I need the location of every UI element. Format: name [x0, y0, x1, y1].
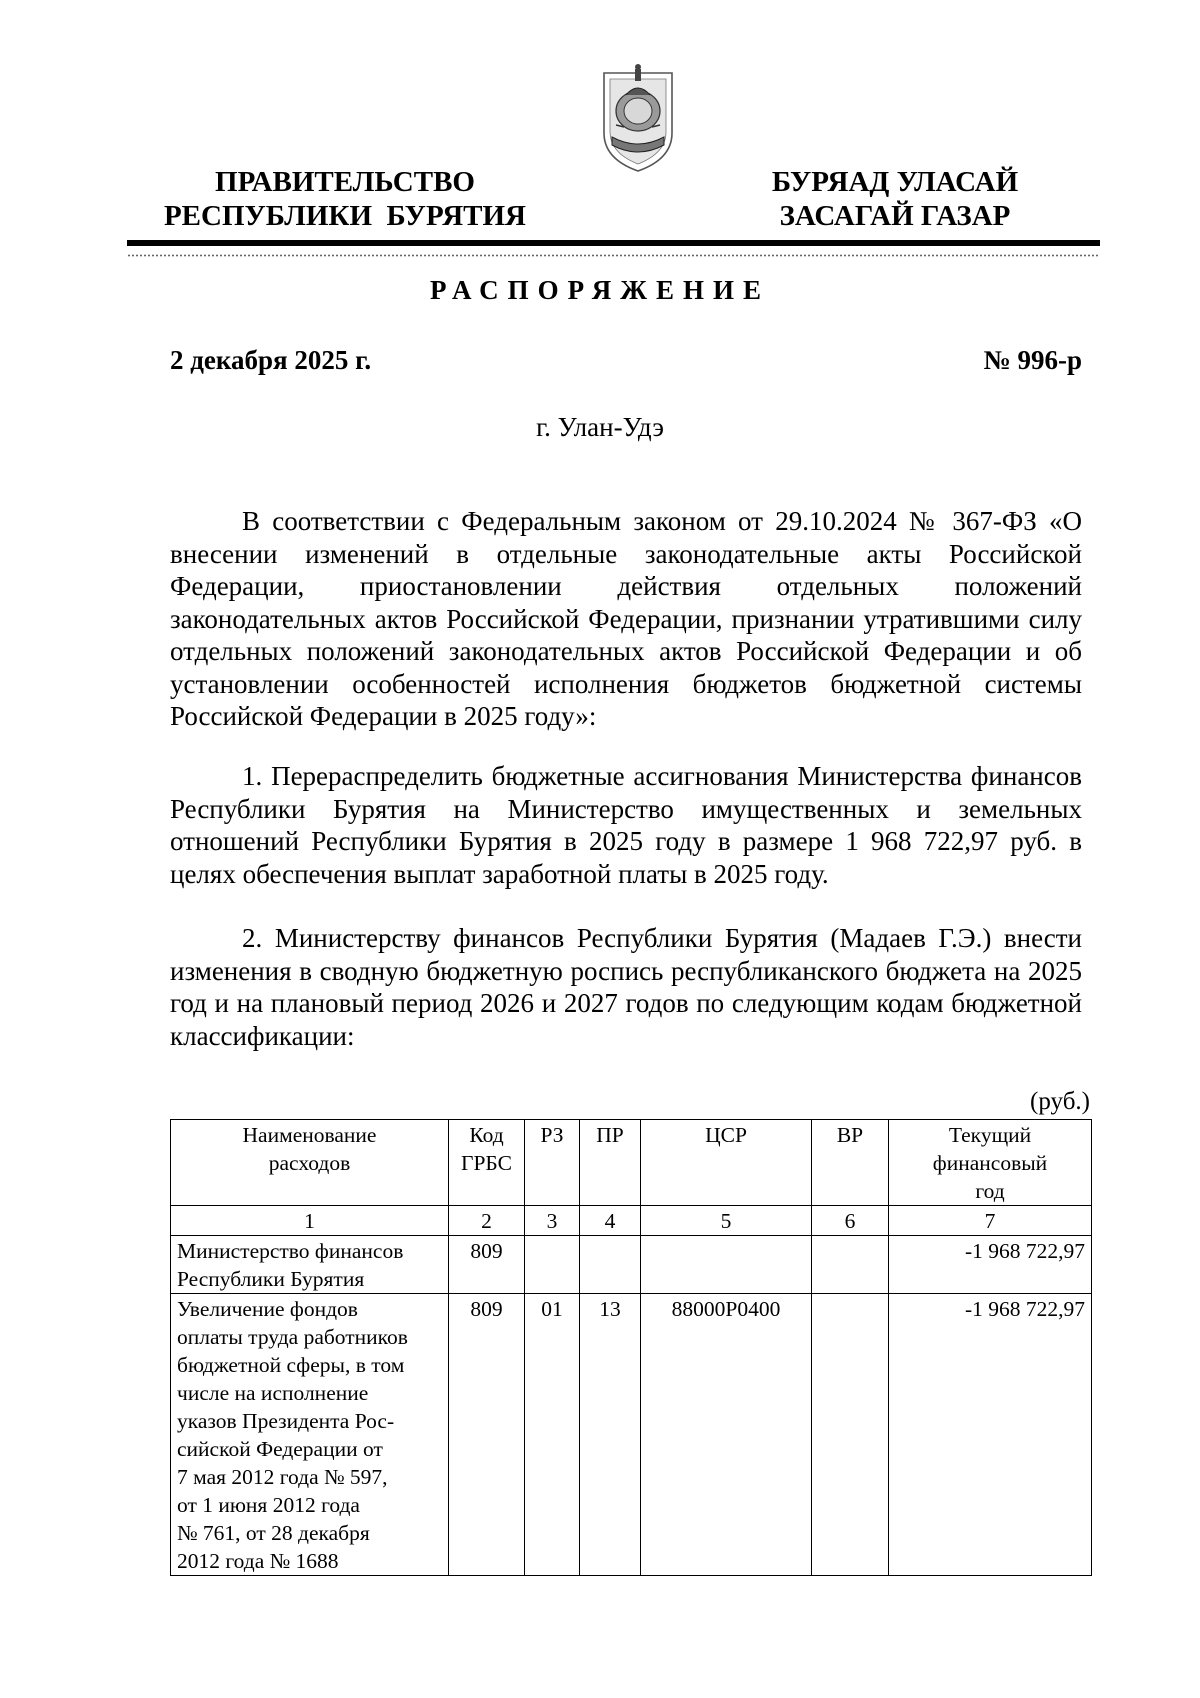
header-csr: ЦСР — [641, 1120, 812, 1206]
column-number: 3 — [525, 1206, 580, 1236]
row-vr — [812, 1294, 889, 1576]
table-column-numbers-row — [171, 1206, 1092, 1236]
document-date: 2 декабря 2025 г. — [170, 345, 372, 375]
government-name-line1: ПРАВИТЕЛЬСТВО — [215, 166, 475, 198]
government-name-buryat-line2: ЗАСАГАЙ ГАЗАР — [779, 200, 1011, 232]
header-pr: ПР — [580, 1120, 641, 1206]
row-vr — [812, 1236, 889, 1294]
table-row — [171, 1294, 1092, 1576]
column-number: 2 — [449, 1206, 525, 1236]
row-name: Увеличение фондов оплаты труда работников бюджетной сферы, в том числе на исполнение указов Президента Рос- сийской Федерации от 7 мая 2012 года № 597, от 1 июня 2012 года № 761, от 28 декабря 2012 года № 1688 — [171, 1294, 449, 1576]
header-divider-dotted — [127, 254, 1100, 257]
document-type-title: РАСПОРЯЖЕНИЕ — [429, 275, 771, 305]
column-number: 6 — [812, 1206, 889, 1236]
row-amount: -1 968 722,97 — [889, 1294, 1092, 1576]
header-rz: РЗ — [525, 1120, 580, 1206]
header-grbs: Код ГРБС — [449, 1120, 525, 1206]
row-grbs: 809 — [449, 1294, 525, 1576]
header-vr: ВР — [812, 1120, 889, 1206]
row-csr: 88000Р0400 — [641, 1294, 812, 1576]
column-number: 4 — [580, 1206, 641, 1236]
column-number: 1 — [171, 1206, 449, 1236]
budget-classification-table — [170, 1119, 1092, 1576]
row-name: Министерство финансов Республики Бурятия — [171, 1236, 449, 1294]
government-name-buryat-line1: БУРЯАД УЛАСАЙ — [771, 166, 1019, 198]
item-2-paragraph: 2. Министерству финансов Республики Бурятия (Мадаев Г.Э.) внести изменения в сводную бюджетную роспись республиканского бюджета на 2025 год и на плановый период 2026 и 2027 годов по следующим кодам бюджетной классификации: — [170, 923, 1082, 1051]
item-1-paragraph: 1. Перераспределить бюджетные ассигнования Министерства финансов Республики Бурятия на Министерство имущественных и земельных отношений Республики Бурятия в 2025 году в размере 1 968 722,97 руб. в целях обеспечения выплат заработной платы в 2025 году. — [170, 761, 1082, 889]
table-row — [171, 1236, 1092, 1294]
row-rz: 01 — [525, 1294, 580, 1576]
table-units-label: (руб.) — [1030, 1088, 1090, 1115]
government-name-buryat — [730, 165, 1060, 233]
header-name: Наименование расходов — [171, 1120, 449, 1206]
row-rz — [525, 1236, 580, 1294]
government-name-line2: РЕСПУБЛИКИ БУРЯТИЯ — [163, 200, 527, 232]
table-header-row — [171, 1120, 1092, 1206]
document-number: № 996-р — [983, 345, 1082, 375]
government-name-russian — [150, 165, 540, 233]
preamble-paragraph: В соответствии с Федеральным законом от 29.10.2024 № 367-ФЗ «О внесении изменений в отдельные законодательные акты Российской Федерации, приостановлении действия отдельных положений законодательных актов Российской Федерации, признании утратившими силу отдельных положений законодательных актов Российской Федерации и об установлении особенностей исполнения бюджетов бюджетной системы Российской Федерации в 2025 году»: — [170, 506, 1082, 731]
column-number: 7 — [889, 1206, 1092, 1236]
row-pr: 13 — [580, 1294, 641, 1576]
header-current-year: Текущий финансовый год — [889, 1120, 1092, 1206]
row-amount: -1 968 722,97 — [889, 1236, 1092, 1294]
column-number: 5 — [641, 1206, 812, 1236]
document-city: г. Улан-Удэ — [536, 412, 664, 442]
header-divider — [127, 240, 1100, 246]
coat-of-arms-icon — [596, 55, 680, 175]
row-grbs: 809 — [449, 1236, 525, 1294]
row-pr — [580, 1236, 641, 1294]
row-csr — [641, 1236, 812, 1294]
